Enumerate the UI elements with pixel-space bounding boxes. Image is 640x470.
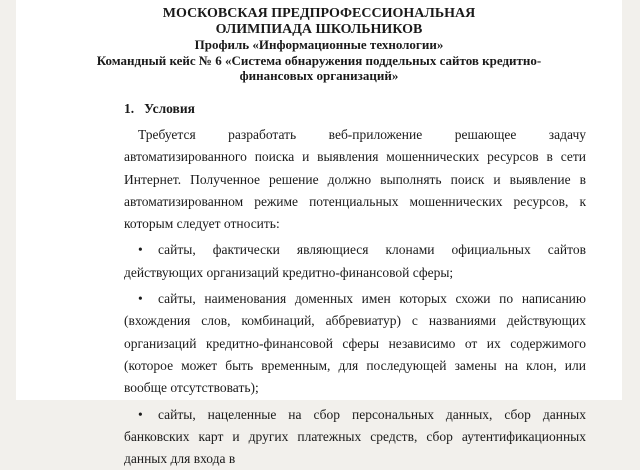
- list-item-text: сайты, фактически являющиеся клонами официальных сайтов действующих организаций кредитно-финансовой сферы;: [124, 242, 586, 280]
- heading-line-schoolchildren: ОЛИМПИАДА ШКОЛЬНИКОВ: [215, 21, 423, 37]
- bullet-icon: •: [138, 291, 143, 307]
- section-number: 1.: [124, 101, 135, 116]
- bullet-icon: •: [138, 406, 143, 422]
- list-item: [124, 288, 586, 399]
- list-item-text: сайты, наименования доменных имен которых схожи по написанию (вхождения слов, комбинаций, аббревиатур) с названиями действующих организаций кредитно-финансовой сферы независимо от их содержимого (которое может быть временным, для последующей замены на клон, или вообще отсутствовать);: [124, 291, 586, 396]
- section-heading: [124, 100, 195, 118]
- list-item: [124, 239, 586, 284]
- bullet-list: [124, 239, 586, 470]
- bullet-icon: •: [138, 242, 143, 258]
- document-heading: [16, 6, 622, 84]
- section-title: Условия: [144, 101, 195, 116]
- list-item: [124, 404, 586, 470]
- document-page: [16, 0, 622, 467]
- intro-paragraph: Требуется разработать веб-приложение решающее задачу автоматизированного поиска и выявления мошеннических ресурсов в сети Интернет. Полученное решение должно выполнять поиск и выявление в автоматизированном режиме потенциальных мошеннических ресурсов, к которым следует относить:: [124, 127, 586, 232]
- heading-line-profile: Профиль «Информационные технологии»: [194, 37, 444, 52]
- heading-line-olympiad: МОСКОВСКАЯ ПРЕДПРОФЕССИОНАЛЬНАЯ: [162, 6, 476, 21]
- document-body: [124, 124, 586, 470]
- heading-line-case-title: Командный кейс № 6 «Система обнаружения поддельных сайтов кредитно-финансовых организаций»: [96, 52, 542, 83]
- list-item-text: сайты, нацеленные на сбор персональных данных, сбор данных банковских карт и других платежных средств, сбор аутентификационных данных для входа в: [124, 406, 586, 467]
